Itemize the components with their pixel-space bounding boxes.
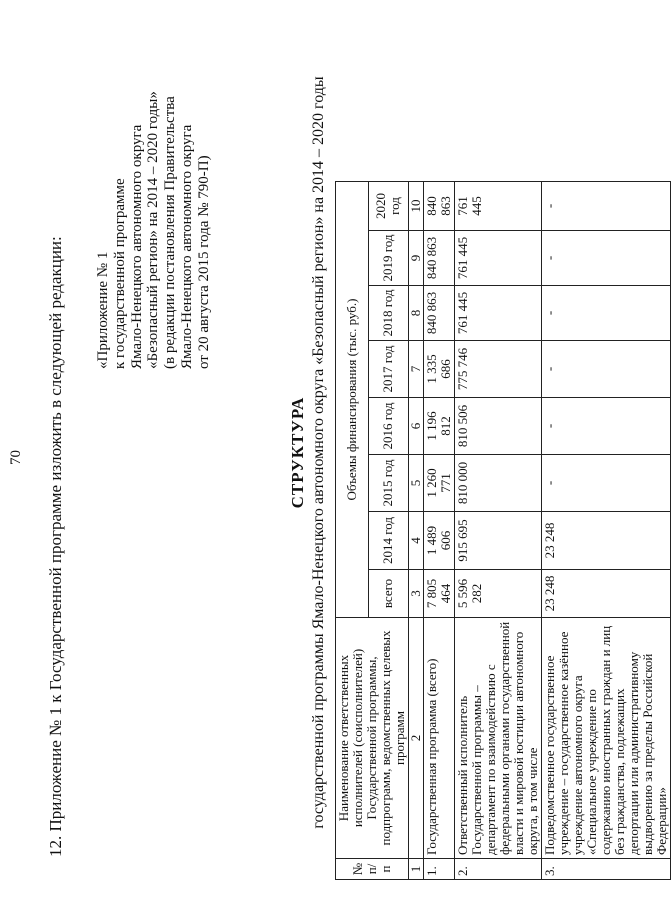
appendix-line: «Приложение № 1 xyxy=(95,251,111,369)
column-number: 1 xyxy=(409,859,424,880)
cell-value: 7 805 464 xyxy=(424,570,455,618)
header-year: 2017 год xyxy=(368,341,408,398)
document-title: СТРУКТУРА xyxy=(288,396,307,509)
appendix-line: (в редакции постановления Правительства xyxy=(162,96,179,369)
document-subtitle: государственной программы Ямало-Ненецкого автономного округа «Безопасный регион» на 2014 – 2020 годы xyxy=(310,76,327,829)
header-year: 2014 год xyxy=(368,512,408,570)
header-year: 2015 год xyxy=(368,455,408,512)
header-volumes: Объемы финансирования (тыс. руб.) xyxy=(336,182,369,618)
cell-value: - xyxy=(542,455,671,512)
row-name: Ответственный исполнитель Государственной программы – департамент по взаимодействию с федеральными органами государственной власти и мировой юстиции автономного округа, в том числе xyxy=(455,618,542,859)
cell-value: 810 506 xyxy=(455,398,542,455)
cell-value: 23 248 xyxy=(542,570,671,618)
cell-value: 23 248 xyxy=(542,512,671,570)
cell-value: 1 260 771 xyxy=(424,455,455,512)
row-num: 1. xyxy=(424,859,455,880)
cell-value: 761 445 xyxy=(455,286,542,341)
appendix-line: от 20 августа 2015 года № 790-П) xyxy=(195,155,212,369)
table-row xyxy=(542,182,671,880)
cell-value: 5 596 282 xyxy=(455,570,542,618)
appendix-block xyxy=(95,91,213,369)
cell-value: 840 863 xyxy=(424,182,455,231)
cell-value: - xyxy=(542,286,671,341)
cell-value: 761 445 xyxy=(455,231,542,286)
column-number: 6 xyxy=(409,398,424,455)
cell-value: 1 335 686 xyxy=(424,341,455,398)
table-row xyxy=(424,182,455,880)
cell-value: 810 000 xyxy=(455,455,542,512)
appendix-line: к государственной программе xyxy=(111,178,128,369)
column-number: 2 xyxy=(409,618,424,859)
cell-value: 840 863 xyxy=(424,231,455,286)
header-total: всего xyxy=(368,570,408,618)
row-num: 2. xyxy=(455,859,542,880)
page-number: 70 xyxy=(8,450,24,465)
cell-value: - xyxy=(542,182,671,231)
column-number: 9 xyxy=(409,231,424,286)
intro-text: 12. Приложение № 1 к Государственной программе изложить в следующей редакции: xyxy=(46,236,65,857)
row-name: Государственная программа (всего) xyxy=(424,618,455,859)
appendix-line: «Безопасный регион» на 2014 – 2020 годы» xyxy=(145,91,162,369)
table-row xyxy=(455,182,542,880)
row-name: Подведомственное государственное учреждение – государственное казённое учреждение автономного округа «Специальное учреждение по содержанию иностранных граждан и лиц без гражданства, подлежащих депортации или административному выдворению за пределы Российской Федерации» xyxy=(542,618,671,859)
header-year: 2020 год xyxy=(368,182,408,231)
cell-value: - xyxy=(542,341,671,398)
row-num: 3. xyxy=(542,859,671,880)
cell-value: 1 196 812 xyxy=(424,398,455,455)
header-year: 2016 год xyxy=(368,398,408,455)
cell-value: 775 746 xyxy=(455,341,542,398)
cell-value: 915 695 xyxy=(455,512,542,570)
header-year: 2019 год xyxy=(368,231,408,286)
column-number: 10 xyxy=(409,182,424,231)
header-year: 2018 год xyxy=(368,286,408,341)
cell-value: - xyxy=(542,398,671,455)
column-number: 3 xyxy=(409,570,424,618)
cell-value: 761 445 xyxy=(455,182,542,231)
appendix-line: Ямало-Ненецкого автономного округа xyxy=(128,124,145,369)
column-number: 7 xyxy=(409,341,424,398)
header-num: № п/п xyxy=(336,859,409,880)
column-number: 4 xyxy=(409,512,424,570)
header-name: Наименование ответственных исполнителей (соисполнителей) Государственной программы, подпрограмм, ведомственных целевых программ xyxy=(336,618,409,859)
appendix-line: Ямало-Ненецкого автономного округа xyxy=(178,124,195,369)
cell-value: 1 489 606 xyxy=(424,512,455,570)
cell-value: 840 863 xyxy=(424,286,455,341)
cell-value: - xyxy=(542,231,671,286)
column-number: 8 xyxy=(409,286,424,341)
column-number: 5 xyxy=(409,455,424,512)
structure-table xyxy=(335,181,671,880)
